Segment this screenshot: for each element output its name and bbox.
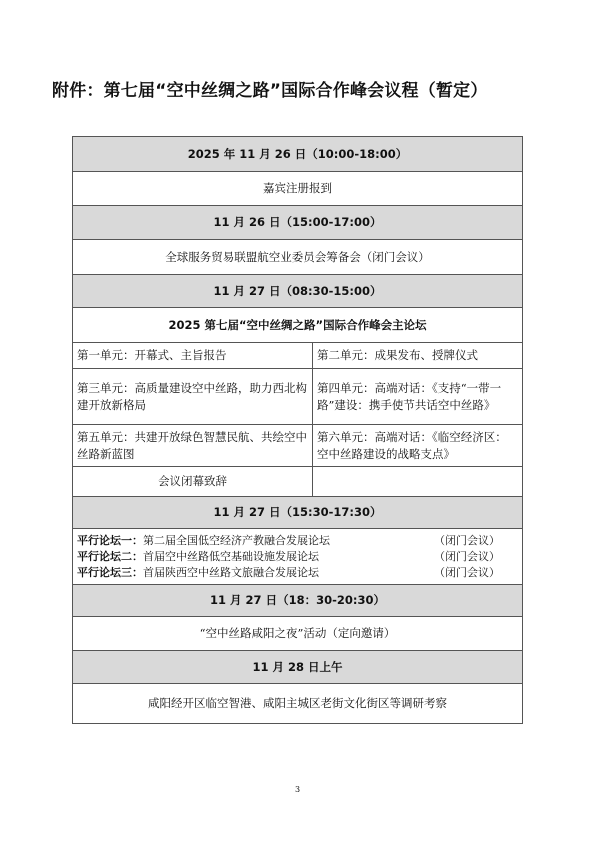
forum-name: 平行论坛三： <box>77 565 143 579</box>
parallel-forums <box>73 529 523 585</box>
forum-row <box>77 565 518 581</box>
forum-title: 第二届全国低空经济产教融合发展论坛 <box>143 533 330 547</box>
forum-note: （闭门会议） <box>434 565 500 579</box>
session-2-header: 11 月 26 日（15:00-17:00） <box>73 206 523 240</box>
document-title: 附件：第七届“空中丝绸之路”国际合作峰会议程（暂定） <box>52 81 488 101</box>
session-4-header: 11 月 27 日（15:30-17:30） <box>73 497 523 529</box>
forum-note: （闭门会议） <box>434 549 500 563</box>
agenda-table <box>72 136 523 724</box>
session-5-header: 11 月 27 日（18：30-20:30） <box>73 585 523 617</box>
unit-1: 第一单元：开幕式、主旨报告 <box>73 343 313 369</box>
unit-4: 第四单元：高端对话：《支持“一带一路”建设：携手使节共话空中丝路》 <box>313 369 523 425</box>
forum-title: 首届陕西空中丝路文旅融合发展论坛 <box>143 565 319 579</box>
session-3-header: 11 月 27 日（08:30-15:00） <box>73 275 523 308</box>
session-1-header: 2025 年 11 月 26 日（10:00-18:00） <box>73 137 523 172</box>
forum-row <box>77 533 518 549</box>
closing-remarks: 会议闭幕致辞 <box>73 467 313 497</box>
forum-name: 平行论坛一： <box>77 533 143 547</box>
empty-cell <box>313 467 523 497</box>
forum-title: 首届空中丝路低空基础设施发展论坛 <box>143 549 319 563</box>
forum-row <box>77 549 518 565</box>
session-6-header: 11 月 28 日上午 <box>73 651 523 684</box>
forum-name: 平行论坛二： <box>77 549 143 563</box>
page-number: 3 <box>294 785 301 794</box>
session-5-item: “空中丝路咸阳之夜”活动（定向邀请） <box>73 617 523 651</box>
unit-2: 第二单元：成果发布、授牌仪式 <box>313 343 523 369</box>
session-6-item: 咸阳经开区临空智港、咸阳主城区老街文化街区等调研考察 <box>73 684 523 724</box>
unit-5: 第五单元：共建开放绿色智慧民航、共绘空中丝路新蓝图 <box>73 425 313 467</box>
unit-6: 第六单元：高端对话：《临空经济区：空中丝路建设的战略支点》 <box>313 425 523 467</box>
unit-3: 第三单元：高质量建设空中丝路，助力西北构建开放新格局 <box>73 369 313 425</box>
session-1-item: 嘉宾注册报到 <box>73 172 523 206</box>
main-forum-title: 2025 第七届“空中丝绸之路”国际合作峰会主论坛 <box>73 308 523 343</box>
session-2-item: 全球服务贸易联盟航空业委员会筹备会（闭门会议） <box>73 240 523 275</box>
forum-note: （闭门会议） <box>434 533 500 547</box>
